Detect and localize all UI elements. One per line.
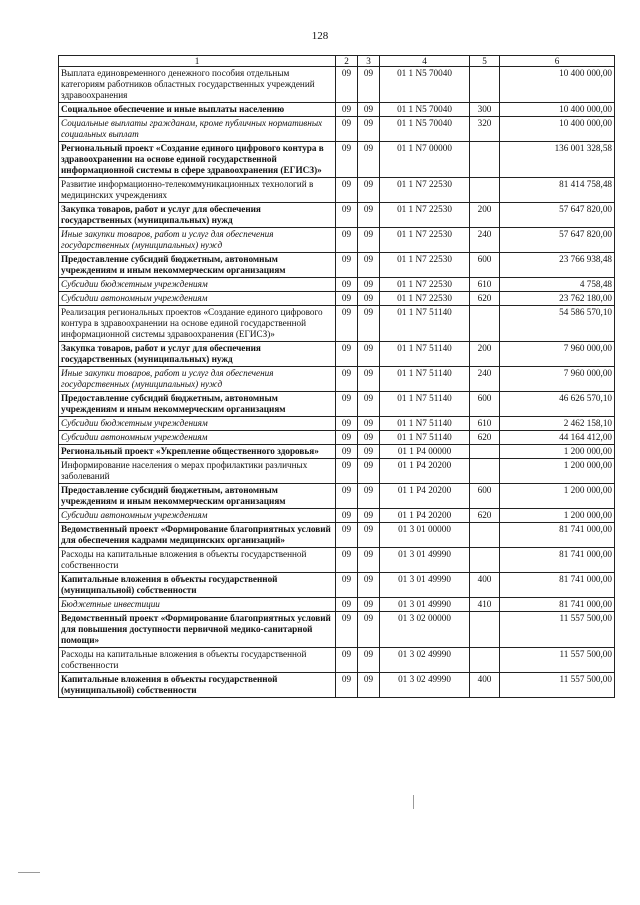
row-amount-cell: 54 586 570,10 (500, 306, 615, 342)
column-header-6: 6 (500, 56, 615, 67)
table-row (59, 306, 615, 342)
row-subsection-cell: 09 (358, 509, 380, 523)
row-subsection-cell: 09 (358, 598, 380, 612)
row-expense-type-cell (470, 459, 500, 484)
row-amount-cell: 10 400 000,00 (500, 117, 615, 142)
row-target-code-cell: 01 1 P4 20200 (380, 484, 470, 509)
row-amount-cell: 46 626 570,10 (500, 392, 615, 417)
row-expense-type-cell: 620 (470, 509, 500, 523)
row-name-cell: Региональный проект «Создание единого цифрового контура в здравоохранении на основе единой государственной информационной системы в сфере здравоохранения (ЕГИСЗ)» (59, 142, 336, 178)
row-amount-cell: 11 557 500,00 (500, 648, 615, 673)
row-subsection-cell: 09 (358, 484, 380, 509)
table-row (59, 509, 615, 523)
row-expense-type-cell (470, 445, 500, 459)
row-target-code-cell: 01 1 N7 00000 (380, 142, 470, 178)
row-subsection-cell: 09 (358, 103, 380, 117)
row-section-cell: 09 (336, 253, 358, 278)
row-section-cell: 09 (336, 673, 358, 698)
row-section-cell: 09 (336, 484, 358, 509)
row-section-cell: 09 (336, 142, 358, 178)
row-expense-type-cell (470, 142, 500, 178)
row-target-code-cell: 01 3 02 00000 (380, 612, 470, 648)
row-expense-type-cell: 200 (470, 342, 500, 367)
column-header-1: 1 (59, 56, 336, 67)
table-row (59, 367, 615, 392)
row-amount-cell: 11 557 500,00 (500, 612, 615, 648)
row-name-cell: Субсидии автономным учреждениям (59, 431, 336, 445)
row-subsection-cell: 09 (358, 573, 380, 598)
row-name-cell: Субсидии бюджетным учреждениям (59, 417, 336, 431)
page-number: 128 (311, 30, 329, 42)
table-header-row (59, 56, 615, 67)
row-name-cell: Информирование населения о мерах профилактики различных заболеваний (59, 459, 336, 484)
row-name-cell: Субсидии автономным учреждениям (59, 509, 336, 523)
row-section-cell: 09 (336, 523, 358, 548)
row-subsection-cell: 09 (358, 523, 380, 548)
column-header-4: 4 (380, 56, 470, 67)
table-row (59, 573, 615, 598)
row-target-code-cell: 01 3 01 00000 (380, 523, 470, 548)
row-amount-cell: 10 400 000,00 (500, 67, 615, 103)
row-subsection-cell: 09 (358, 459, 380, 484)
table-row (59, 612, 615, 648)
row-section-cell: 09 (336, 509, 358, 523)
row-target-code-cell: 01 1 N7 51140 (380, 306, 470, 342)
row-expense-type-cell: 600 (470, 392, 500, 417)
row-name-cell: Социальное обеспечение и иные выплаты населению (59, 103, 336, 117)
row-name-cell: Региональный проект «Укрепление общественного здоровья» (59, 445, 336, 459)
row-subsection-cell: 09 (358, 548, 380, 573)
table-row (59, 598, 615, 612)
row-section-cell: 09 (336, 367, 358, 392)
row-amount-cell: 81 741 000,00 (500, 548, 615, 573)
table-row (59, 203, 615, 228)
row-target-code-cell: 01 1 P4 20200 (380, 509, 470, 523)
row-subsection-cell: 09 (358, 431, 380, 445)
row-target-code-cell: 01 1 N7 22530 (380, 253, 470, 278)
row-amount-cell: 1 200 000,00 (500, 484, 615, 509)
table-row (59, 523, 615, 548)
row-amount-cell: 1 200 000,00 (500, 445, 615, 459)
row-expense-type-cell: 240 (470, 228, 500, 253)
row-subsection-cell: 09 (358, 445, 380, 459)
row-amount-cell: 57 647 820,00 (500, 228, 615, 253)
row-name-cell: Субсидии автономным учреждениям (59, 292, 336, 306)
row-subsection-cell: 09 (358, 392, 380, 417)
table-row (59, 459, 615, 484)
row-name-cell: Капитальные вложения в объекты государственной (муниципальной) собственности (59, 673, 336, 698)
column-header-2: 2 (336, 56, 358, 67)
row-target-code-cell: 01 3 01 49990 (380, 598, 470, 612)
row-section-cell: 09 (336, 612, 358, 648)
row-section-cell: 09 (336, 598, 358, 612)
table-row (59, 142, 615, 178)
row-target-code-cell: 01 3 02 49990 (380, 673, 470, 698)
row-target-code-cell: 01 1 N7 51140 (380, 342, 470, 367)
row-amount-cell: 1 200 000,00 (500, 509, 615, 523)
row-name-cell: Развитие информационно-телекоммуникационных технологий в медицинских учреждениях (59, 178, 336, 203)
row-target-code-cell: 01 1 N7 22530 (380, 292, 470, 306)
row-amount-cell: 4 758,48 (500, 278, 615, 292)
row-amount-cell: 7 960 000,00 (500, 367, 615, 392)
row-subsection-cell: 09 (358, 292, 380, 306)
row-amount-cell: 44 164 412,00 (500, 431, 615, 445)
table-row (59, 673, 615, 698)
column-header-5: 5 (470, 56, 500, 67)
row-target-code-cell: 01 3 01 49990 (380, 573, 470, 598)
row-expense-type-cell: 620 (470, 292, 500, 306)
row-name-cell: Иные закупки товаров, работ и услуг для обеспечения государственных (муниципальных) нужд (59, 367, 336, 392)
row-subsection-cell: 09 (358, 253, 380, 278)
row-section-cell: 09 (336, 203, 358, 228)
row-expense-type-cell: 610 (470, 417, 500, 431)
row-name-cell: Социальные выплаты гражданам, кроме публичных нормативных социальных выплат (59, 117, 336, 142)
row-subsection-cell: 09 (358, 67, 380, 103)
row-subsection-cell: 09 (358, 117, 380, 142)
row-name-cell: Капитальные вложения в объекты государственной (муниципальной) собственности (59, 573, 336, 598)
table-row (59, 117, 615, 142)
table-row (59, 484, 615, 509)
row-section-cell: 09 (336, 573, 358, 598)
row-subsection-cell: 09 (358, 673, 380, 698)
row-subsection-cell: 09 (358, 142, 380, 178)
row-target-code-cell: 01 1 P4 00000 (380, 445, 470, 459)
row-name-cell: Закупка товаров, работ и услуг для обеспечения государственных (муниципальных) нужд (59, 203, 336, 228)
row-section-cell: 09 (336, 292, 358, 306)
row-subsection-cell: 09 (358, 648, 380, 673)
budget-table (58, 55, 615, 698)
scan-mark (413, 795, 414, 809)
table-row (59, 292, 615, 306)
row-amount-cell: 81 741 000,00 (500, 573, 615, 598)
row-target-code-cell: 01 1 N7 51140 (380, 417, 470, 431)
row-subsection-cell: 09 (358, 342, 380, 367)
table-row (59, 648, 615, 673)
row-expense-type-cell: 300 (470, 103, 500, 117)
row-expense-type-cell: 400 (470, 573, 500, 598)
row-subsection-cell: 09 (358, 278, 380, 292)
scan-mark (18, 872, 40, 873)
row-name-cell: Субсидии бюджетным учреждениям (59, 278, 336, 292)
table-body (59, 67, 615, 698)
row-subsection-cell: 09 (358, 417, 380, 431)
row-target-code-cell: 01 3 01 49990 (380, 548, 470, 573)
row-expense-type-cell: 320 (470, 117, 500, 142)
row-section-cell: 09 (336, 548, 358, 573)
row-amount-cell: 81 414 758,48 (500, 178, 615, 203)
row-name-cell: Предоставление субсидий бюджетным, автономным учреждениям и иным некоммерческим организациям (59, 253, 336, 278)
row-name-cell: Закупка товаров, работ и услуг для обеспечения государственных (муниципальных) нужд (59, 342, 336, 367)
table-row (59, 342, 615, 367)
row-subsection-cell: 09 (358, 367, 380, 392)
row-name-cell: Выплата единовременного денежного пособия отдельным категориям работников областных государственных учреждений здравоохранения (59, 67, 336, 103)
row-expense-type-cell (470, 306, 500, 342)
row-expense-type-cell (470, 648, 500, 673)
row-expense-type-cell (470, 612, 500, 648)
row-amount-cell: 1 200 000,00 (500, 459, 615, 484)
row-target-code-cell: 01 1 N7 22530 (380, 203, 470, 228)
row-target-code-cell: 01 1 N7 22530 (380, 278, 470, 292)
row-expense-type-cell (470, 67, 500, 103)
row-amount-cell: 57 647 820,00 (500, 203, 615, 228)
row-subsection-cell: 09 (358, 203, 380, 228)
table-row (59, 417, 615, 431)
row-section-cell: 09 (336, 278, 358, 292)
row-section-cell: 09 (336, 342, 358, 367)
row-expense-type-cell: 610 (470, 278, 500, 292)
table-row (59, 392, 615, 417)
row-expense-type-cell (470, 523, 500, 548)
row-section-cell: 09 (336, 103, 358, 117)
row-section-cell: 09 (336, 67, 358, 103)
row-target-code-cell: 01 1 N7 51140 (380, 431, 470, 445)
table-row (59, 67, 615, 103)
table-row (59, 431, 615, 445)
row-name-cell: Реализация региональных проектов «Создание единого цифрового контура в здравоохранении на основе единой государственной информационной системы здравоохранения (ЕГИСЗ)» (59, 306, 336, 342)
row-target-code-cell: 01 1 N7 22530 (380, 228, 470, 253)
row-name-cell: Иные закупки товаров, работ и услуг для обеспечения государственных (муниципальных) нужд (59, 228, 336, 253)
row-amount-cell: 11 557 500,00 (500, 673, 615, 698)
row-section-cell: 09 (336, 445, 358, 459)
row-section-cell: 09 (336, 178, 358, 203)
row-expense-type-cell: 410 (470, 598, 500, 612)
row-expense-type-cell: 400 (470, 673, 500, 698)
row-target-code-cell: 01 1 N7 51140 (380, 392, 470, 417)
row-expense-type-cell: 620 (470, 431, 500, 445)
row-amount-cell: 2 462 158,10 (500, 417, 615, 431)
row-target-code-cell: 01 1 N7 51140 (380, 367, 470, 392)
table-row (59, 178, 615, 203)
row-amount-cell: 81 741 000,00 (500, 523, 615, 548)
row-subsection-cell: 09 (358, 178, 380, 203)
table-row (59, 278, 615, 292)
table-row (59, 228, 615, 253)
table-row (59, 548, 615, 573)
row-name-cell: Предоставление субсидий бюджетным, автономным учреждениям и иным некоммерческим организациям (59, 392, 336, 417)
row-name-cell: Ведомственный проект «Формирование благоприятных условий для повышения доступности первичной медико-санитарной помощи» (59, 612, 336, 648)
row-subsection-cell: 09 (358, 306, 380, 342)
row-section-cell: 09 (336, 648, 358, 673)
row-target-code-cell: 01 3 02 49990 (380, 648, 470, 673)
row-subsection-cell: 09 (358, 612, 380, 648)
row-amount-cell: 81 741 000,00 (500, 598, 615, 612)
table-row (59, 253, 615, 278)
row-amount-cell: 23 762 180,00 (500, 292, 615, 306)
row-section-cell: 09 (336, 417, 358, 431)
row-expense-type-cell: 240 (470, 367, 500, 392)
row-section-cell: 09 (336, 306, 358, 342)
row-target-code-cell: 01 1 N5 70040 (380, 117, 470, 142)
row-section-cell: 09 (336, 228, 358, 253)
row-amount-cell: 10 400 000,00 (500, 103, 615, 117)
row-section-cell: 09 (336, 431, 358, 445)
table-row (59, 103, 615, 117)
row-name-cell: Предоставление субсидий бюджетным, автономным учреждениям и иным некоммерческим организациям (59, 484, 336, 509)
row-section-cell: 09 (336, 392, 358, 417)
row-section-cell: 09 (336, 459, 358, 484)
column-header-3: 3 (358, 56, 380, 67)
row-target-code-cell: 01 1 N7 22530 (380, 178, 470, 203)
row-target-code-cell: 01 1 N5 70040 (380, 67, 470, 103)
row-expense-type-cell (470, 178, 500, 203)
row-target-code-cell: 01 1 P4 20200 (380, 459, 470, 484)
table-row (59, 445, 615, 459)
row-name-cell: Ведомственный проект «Формирование благоприятных условий для обеспечения кадрами медицинских организаций» (59, 523, 336, 548)
row-expense-type-cell: 600 (470, 253, 500, 278)
row-target-code-cell: 01 1 N5 70040 (380, 103, 470, 117)
row-expense-type-cell (470, 548, 500, 573)
row-amount-cell: 7 960 000,00 (500, 342, 615, 367)
row-section-cell: 09 (336, 117, 358, 142)
row-name-cell: Расходы на капитальные вложения в объекты государственной собственности (59, 648, 336, 673)
row-amount-cell: 136 001 328,58 (500, 142, 615, 178)
row-subsection-cell: 09 (358, 228, 380, 253)
row-name-cell: Бюджетные инвестиции (59, 598, 336, 612)
row-expense-type-cell: 600 (470, 484, 500, 509)
row-name-cell: Расходы на капитальные вложения в объекты государственной собственности (59, 548, 336, 573)
row-amount-cell: 23 766 938,48 (500, 253, 615, 278)
row-expense-type-cell: 200 (470, 203, 500, 228)
